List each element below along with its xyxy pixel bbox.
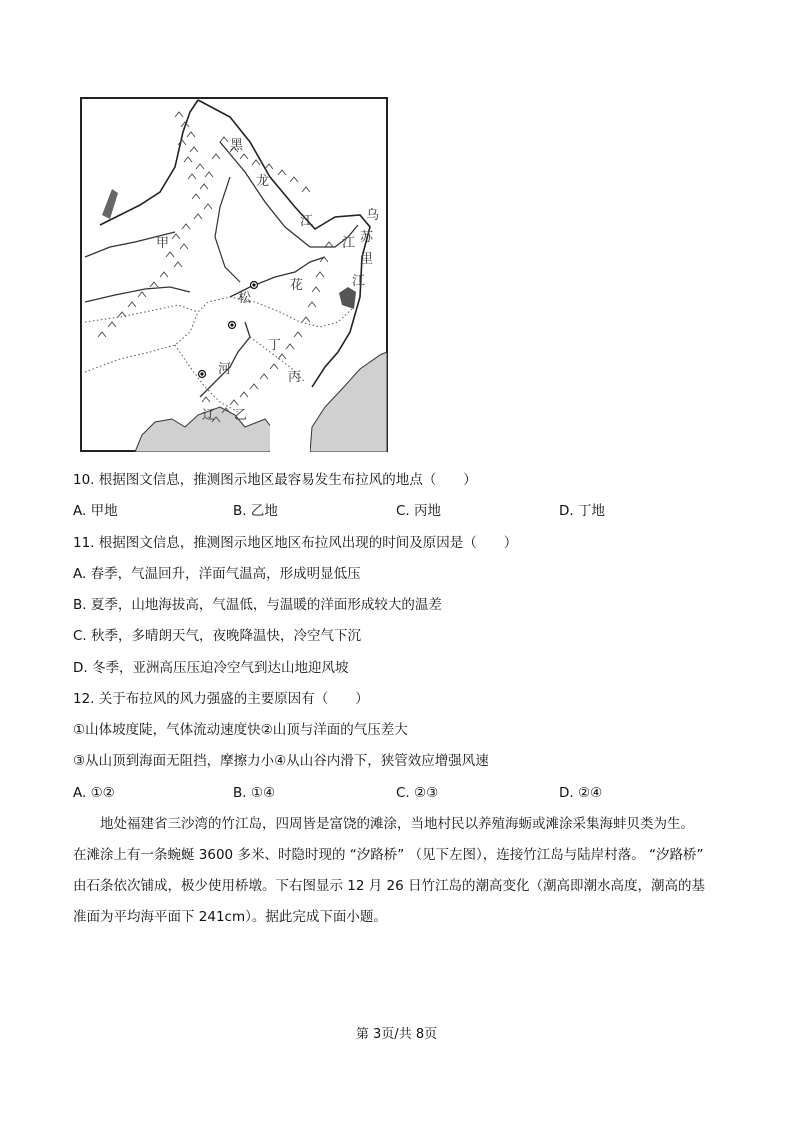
q11-option-b[interactable]: B. 夏季，山地海拔高，气温低，与温暖的洋面形成较大的温差 [73,597,442,613]
label-he: 河 [218,362,232,377]
label-long: 龙 [256,174,270,189]
q12-stem: 12. 关于布拉风的风力强盛的主要原因有（ ） [73,691,369,707]
label-jiang2: 江 [342,236,356,251]
q10-stem: 10. 根据图文信息，推测图示地区最容易发生布拉风的地点（ ） [73,472,477,488]
q10-option-d[interactable]: D. 丁地 [559,503,605,519]
q11-option-a[interactable]: A. 春季，气温回升，洋面气温高，形成明显低压 [73,566,361,582]
q10-option-b[interactable]: B. 乙地 [233,503,278,519]
q10-option-c[interactable]: C. 丙地 [396,503,442,519]
label-liao: 辽 [202,408,216,423]
q12-option-a[interactable]: A. ①② [73,785,115,801]
page-number: 第 3页/共 8页 [355,1027,438,1042]
q10-option-a[interactable]: A. 甲地 [73,503,118,519]
label-jiang3: 江 [352,274,366,289]
map-figure [80,97,388,452]
q12-option-d[interactable]: D. ②④ [559,785,603,801]
label-hei: 黑 [230,138,244,153]
label-yi: 乙 [234,408,248,423]
label-li: 里 [360,252,374,267]
q12-option-b[interactable]: B. ①④ [233,785,276,801]
passage-line-3: 由石条依次铺成，极少使用桥墩。下右图显示 12 月 26 日竹江岛的潮高变化（潮高即潮水高度，潮高的基 [73,878,706,894]
q11-option-d[interactable]: D. 冬季，亚洲高压压迫冷空气到达山地迎风坡 [73,660,349,676]
label-bing: 丙 [288,370,302,385]
q11-option-c[interactable]: C. 秋季，多晴朗天气，夜晚降温快，冷空气下沉 [73,628,362,644]
q11-stem: 11. 根据图文信息，推测图示地区地区布拉风出现的时间及原因是（ ） [73,535,518,551]
label-jiang1: 江 [300,214,314,229]
q12-statement-2: ③从山顶到海面无阻挡，摩擦力小④从山谷内滑下，狭管效应增强风速 [73,753,489,769]
label-wu: 乌 [366,208,380,223]
passage-line-2: 在滩涂上有一条蜿蜒 3600 多米、时隐时现的 “汐路桥” （见下左图），连接竹江岛与陆岸村落。 “汐路桥” [73,847,704,863]
q12-statement-1: ①山体坡度陡，气体流动速度快②山顶与洋面的气压差大 [73,722,408,738]
q12-option-c[interactable]: C. ②③ [396,785,439,801]
label-ding: 丁 [268,338,282,353]
label-jia: 甲 [156,236,170,251]
label-hua: 花 [290,278,304,293]
passage-line-1: 地处福建省三沙湾的竹江岛，四周皆是富饶的滩涂，当地村民以养殖海蛎或滩涂采集海蚌贝类为生。 [100,816,694,832]
passage-line-4: 准面为平均海平面下 241cm）。据此完成下面小题。 [73,909,387,925]
label-song: 松 [238,291,252,306]
label-su: 苏 [360,230,374,245]
